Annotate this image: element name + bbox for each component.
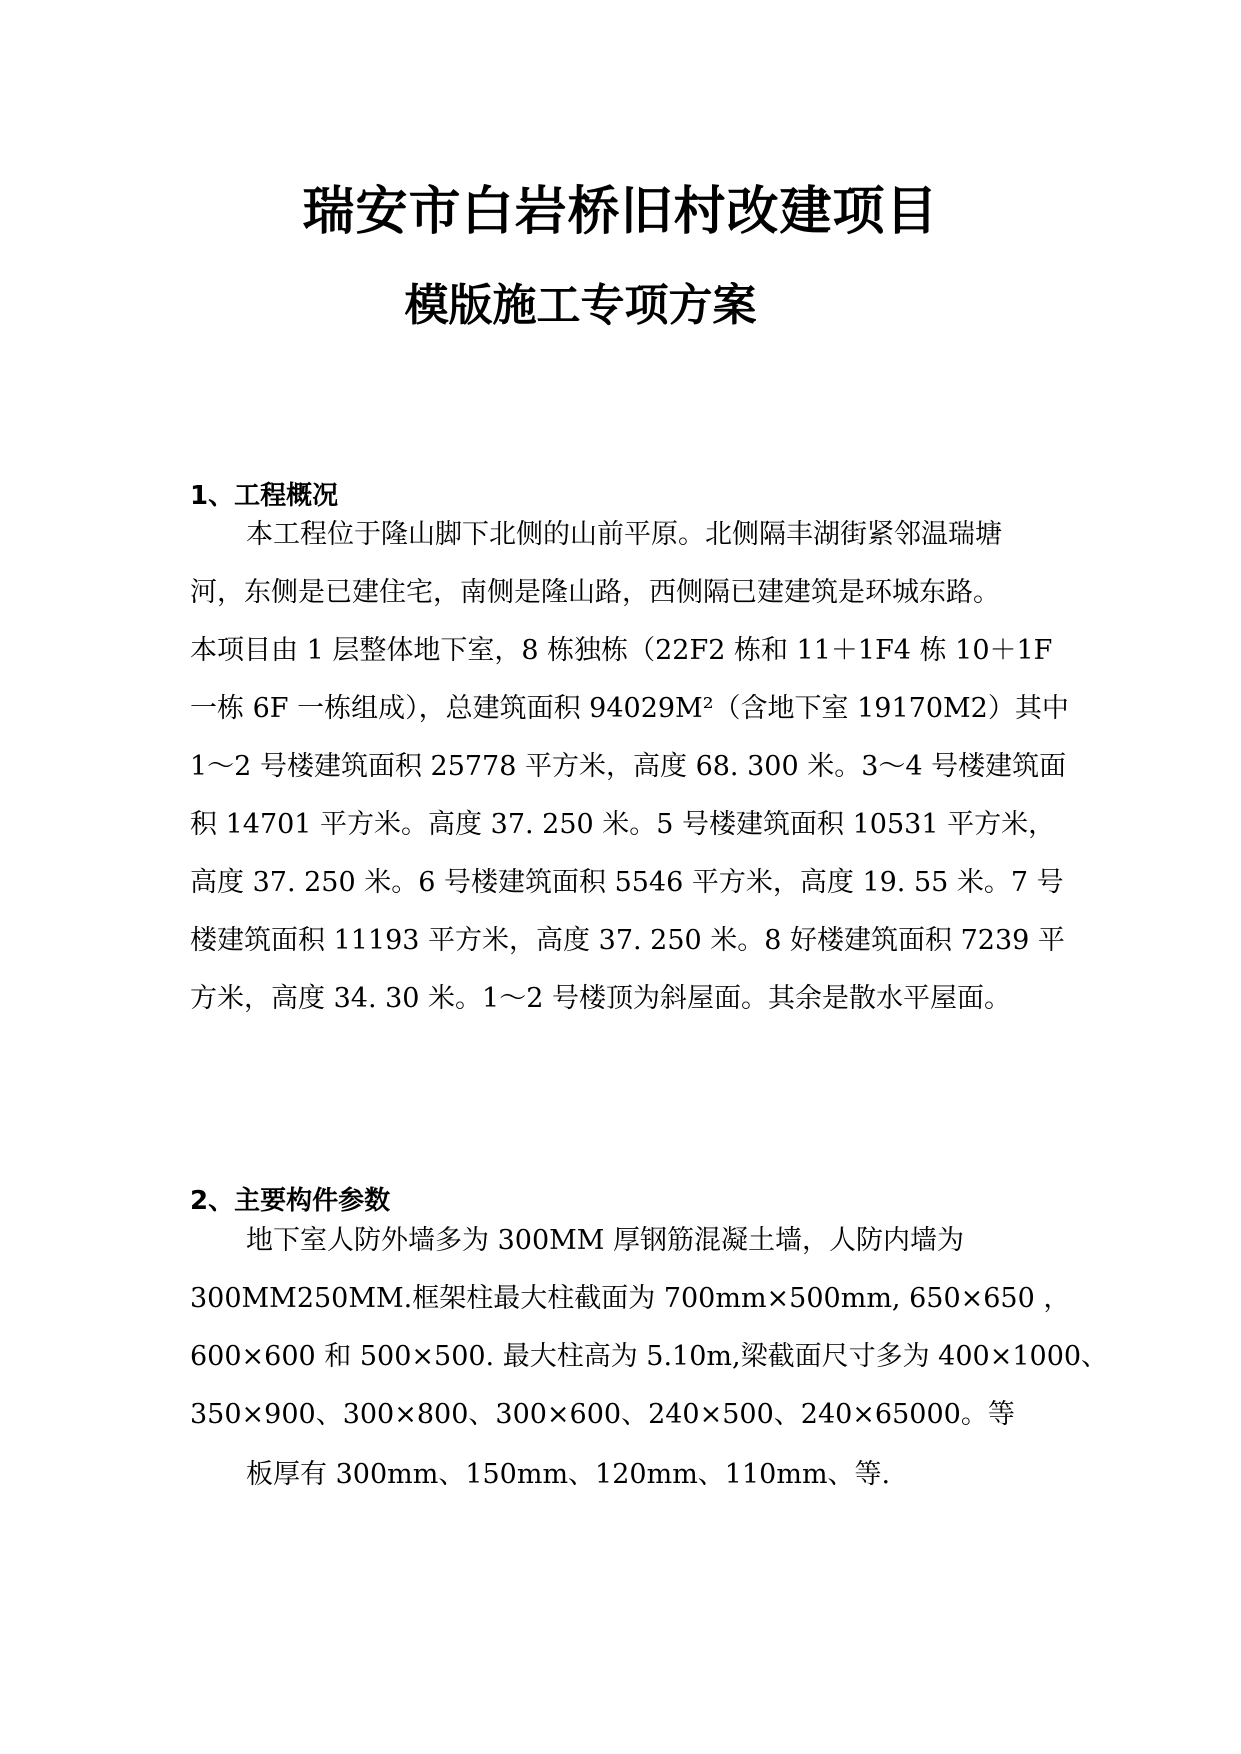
paragraph-line: 本项目由 1 层整体地下室，8 栋独栋（22F2 栋和 11＋1F4 栋 10＋1F xyxy=(190,635,1053,666)
document-title: 瑞安市白岩桥旧村改建项目 xyxy=(302,182,939,242)
paragraph-line: 300MM250MM.框架柱最大柱截面为 700mm×500mm, 650×650 ， xyxy=(190,1283,1071,1314)
paragraph-line: 本工程位于隆山脚下北侧的山前平原。北侧隔丰湖街紧邻温瑞塘 xyxy=(246,519,1002,550)
paragraph-line: 楼建筑面积 11193 平方米，高度 37. 250 米。8 好楼建筑面积 7239 平 xyxy=(190,925,1065,956)
paragraph-line: 板厚有 300mm、150mm、120mm、110mm、等. xyxy=(246,1459,891,1490)
paragraph-line: 高度 37. 250 米。6 号楼建筑面积 5546 平方米，高度 19. 55 米。7 号 xyxy=(190,867,1064,898)
paragraph-line: 一栋 6F 一栋组成），总建筑面积 94029M²（含地下室 19170M2）其中 xyxy=(190,693,1069,724)
paragraph-line: 600×600 和 500×500. 最大柱高为 5.10m,梁截面尺寸多为 400×1000、 xyxy=(190,1341,1109,1372)
document-subtitle: 模版施工专项方案 xyxy=(404,280,757,331)
paragraph-line: 河，东侧是已建住宅，南侧是隆山路，西侧隔已建建筑是环城东路。 xyxy=(190,577,1000,608)
paragraph-line: 积 14701 平方米。高度 37. 250 米。5 号楼建筑面积 10531 平方米， xyxy=(190,809,1056,840)
section-heading: 2、主要构件参数 xyxy=(190,1186,391,1216)
paragraph-line: 地下室人防外墙多为 300MM 厚钢筋混凝土墙，人防内墙为 xyxy=(246,1225,964,1256)
paragraph-line: 方米，高度 34. 30 米。1～2 号楼顶为斜屋面。其余是散水平屋面。 xyxy=(190,983,1011,1014)
section-heading: 1、工程概况 xyxy=(190,481,339,511)
paragraph-line: 1～2 号楼建筑面积 25778 平方米，高度 68. 300 米。3～4 号楼建筑面 xyxy=(190,751,1067,782)
paragraph-line: 350×900、300×800、300×600、240×500、240×65000。等 xyxy=(190,1399,1015,1430)
